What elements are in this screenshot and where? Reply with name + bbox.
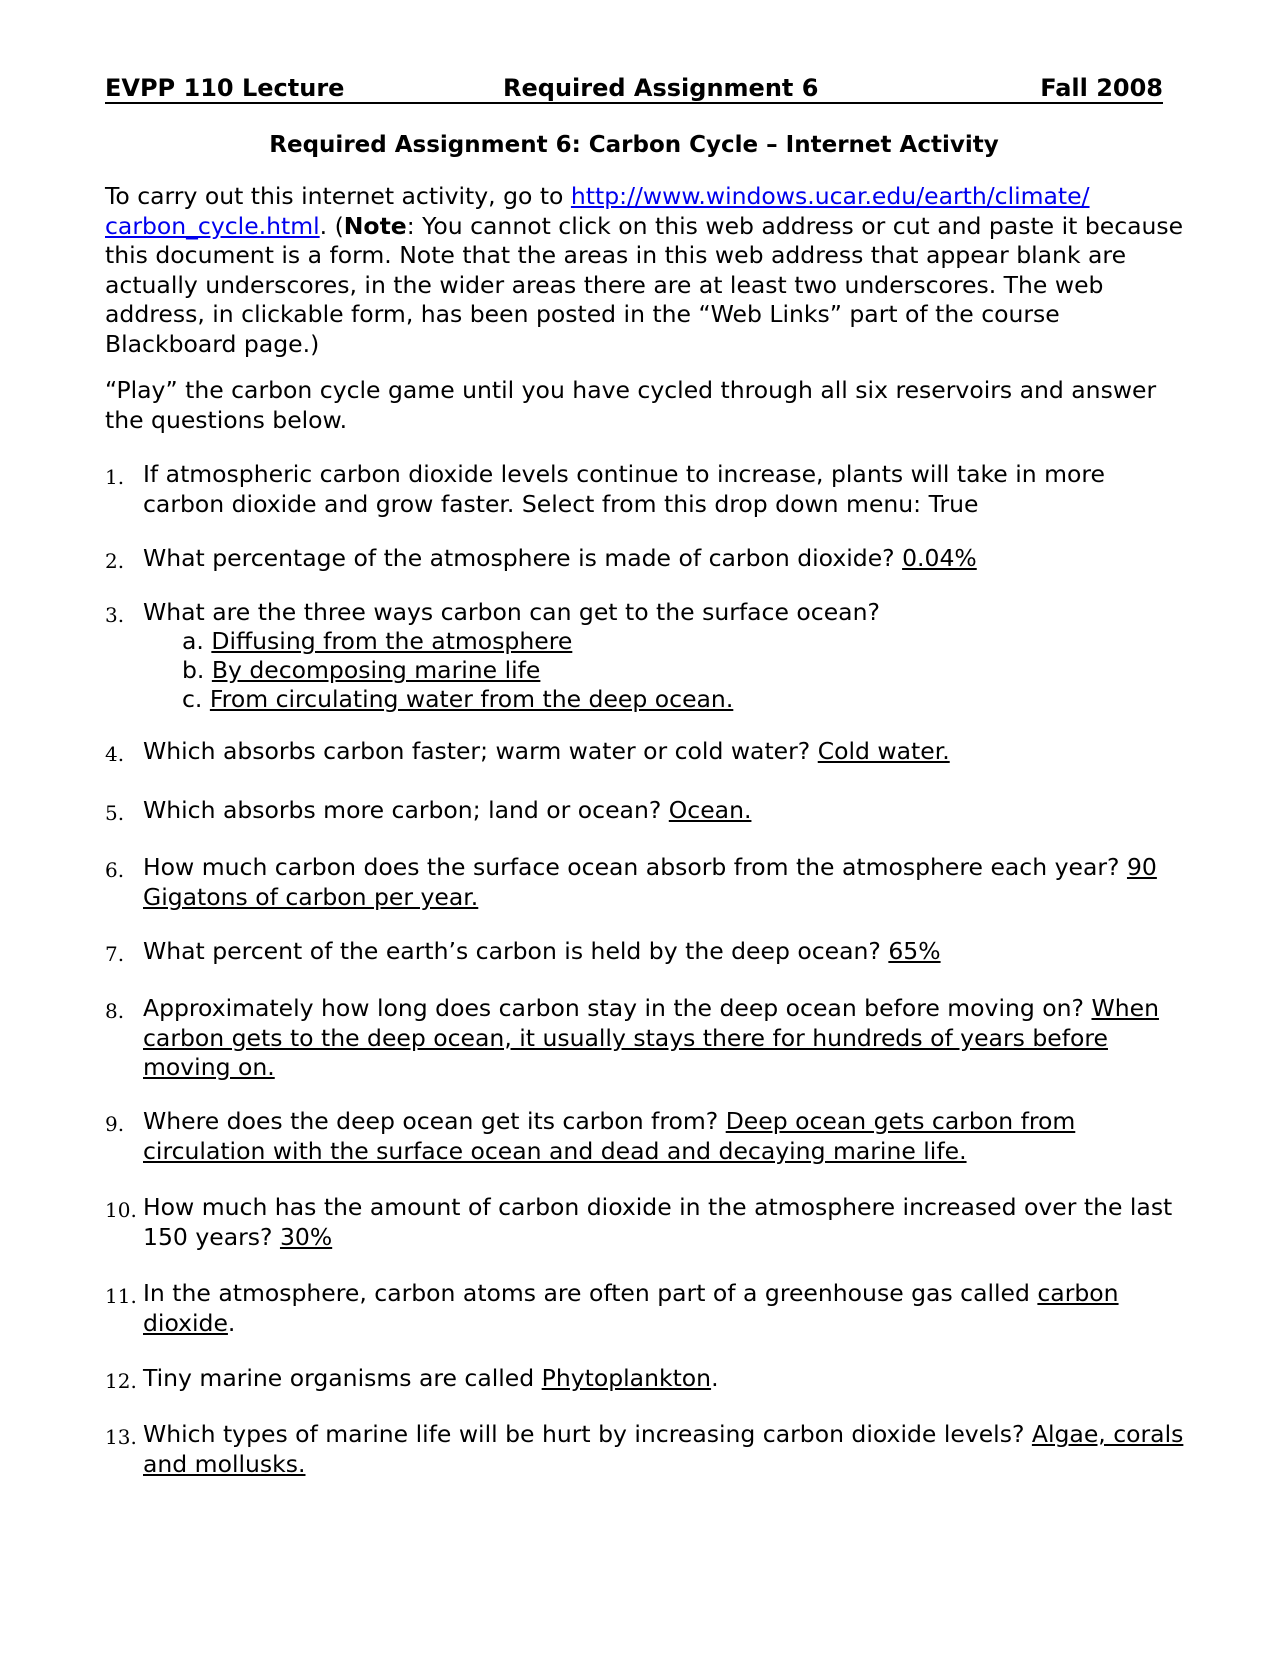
answer-text: Algae, corals and mollusks. <box>143 1420 1184 1478</box>
question-number: 2. <box>105 549 125 573</box>
question-text: What are the three ways carbon can get to the surface ocean? <box>143 598 880 626</box>
question-number: 4. <box>105 742 125 766</box>
sub-label: c. <box>182 685 210 713</box>
answer-text: By decomposing marine life <box>211 656 541 684</box>
intro-paragraph <box>105 182 1185 359</box>
question-3-answer-b <box>182 656 540 686</box>
answer-text: 30% <box>279 1222 333 1251</box>
answer-text: 0.04% <box>902 544 977 572</box>
answer-text: 65% <box>888 937 941 965</box>
sub-label: b. <box>182 656 212 684</box>
answer-text: 90 Gigatons of carbon per year. <box>143 853 1157 911</box>
question-9 <box>105 1107 1185 1166</box>
question-number: 8. <box>105 999 125 1023</box>
question-text: Which types of marine life will be hurt by increasing carbon dioxide levels? <box>143 1420 1032 1448</box>
question-number: 13. <box>105 1425 137 1449</box>
question-number: 12. <box>105 1369 137 1393</box>
question-2 <box>105 544 1185 574</box>
question-text: What percent of the earth’s carbon is held by the deep ocean? <box>143 937 889 965</box>
question-11 <box>105 1279 1185 1338</box>
question-6 <box>105 853 1185 912</box>
activity-url-link-cont[interactable]: carbon_cycle.html <box>105 211 320 240</box>
question-text: How much carbon does the surface ocean absorb from the atmosphere each year? <box>143 853 1127 881</box>
sub-label: a. <box>182 627 212 655</box>
question-10 <box>105 1193 1185 1252</box>
intro-after-url: . ( <box>319 211 344 240</box>
page-header <box>105 72 1163 104</box>
question-8 <box>105 994 1185 1083</box>
answer-text: Deep ocean gets carbon from circulation with the surface ocean and dead and decaying marine life. <box>143 1107 1076 1165</box>
question-7 <box>105 937 1185 967</box>
question-number: 6. <box>105 858 125 882</box>
answer-text: carbon dioxide <box>143 1279 1119 1337</box>
question-1 <box>105 460 1185 519</box>
question-3 <box>105 598 1185 628</box>
answer-text: Cold water. <box>817 737 950 765</box>
answer-text: Diffusing from the atmosphere <box>211 627 573 655</box>
header-course: EVPP 110 Lecture <box>105 74 345 102</box>
question-number: 3. <box>105 603 125 627</box>
question-text: How much has the amount of carbon dioxide in the atmosphere increased over the last 150 years? <box>143 1193 1173 1251</box>
question-number: 1. <box>105 465 125 489</box>
question-text: In the atmosphere, carbon atoms are often part of a greenhouse gas called <box>143 1279 1038 1307</box>
question-4 <box>105 737 1185 767</box>
question-3-answer-c <box>182 685 733 715</box>
header-assignment: Required Assignment 6 <box>503 74 819 102</box>
note-label: Note <box>343 211 407 240</box>
note-text: : You cannot click on this web address or cut and paste it because this document is a form. Note that the areas in this web address that appear blank are actually underscores, in the wider areas there are at least two underscores. The web address, in clickable form, has been posted in the “Web Links” part of the course Blackboard page.) <box>105 211 1184 358</box>
document-title: Required Assignment 6: Carbon Cycle – Internet Activity <box>269 132 999 158</box>
question-5 <box>105 796 1185 826</box>
question-3-answer-a <box>182 627 572 657</box>
question-text: What percentage of the atmosphere is made of carbon dioxide? <box>143 544 903 572</box>
question-number: 7. <box>105 942 125 966</box>
intro-lead: To carry out this internet activity, go to <box>105 182 571 210</box>
question-number: 5. <box>105 801 125 825</box>
answer-text: When carbon gets to the deep ocean, it usually stays there for hundreds of years before moving on. <box>143 994 1159 1081</box>
header-term: Fall 2008 <box>1040 74 1163 102</box>
answer-text: Phytoplankton <box>541 1364 712 1392</box>
question-text: If atmospheric carbon dioxide levels continue to increase, plants will take in more carbon dioxide and grow faster. Select from this drop down menu: True <box>143 460 1105 518</box>
question-12 <box>105 1364 1185 1394</box>
question-number: 10. <box>105 1198 137 1222</box>
question-number: 11. <box>105 1284 137 1308</box>
question-number: 9. <box>105 1112 125 1136</box>
answer-text: From circulating water from the deep ocean. <box>209 685 734 713</box>
question-text: Where does the deep ocean get its carbon from? <box>143 1107 726 1135</box>
question-text: Which absorbs carbon faster; warm water or cold water? <box>143 737 818 765</box>
answer-text: Ocean. <box>668 796 752 824</box>
question-tail: . <box>227 1308 236 1337</box>
activity-url-link[interactable]: http://www.windows.ucar.edu/earth/climate/ <box>570 182 1090 210</box>
question-text: Tiny marine organisms are called <box>143 1364 542 1392</box>
question-tail: . <box>711 1364 719 1392</box>
question-13 <box>105 1420 1185 1479</box>
question-text: Approximately how long does carbon stay in the deep ocean before moving on? <box>143 994 1092 1022</box>
question-text: Which absorbs more carbon; land or ocean? <box>143 796 669 824</box>
instructions-paragraph: “Play” the carbon cycle game until you have cycled through all six reservoirs and answer the questions below. <box>105 376 1157 434</box>
